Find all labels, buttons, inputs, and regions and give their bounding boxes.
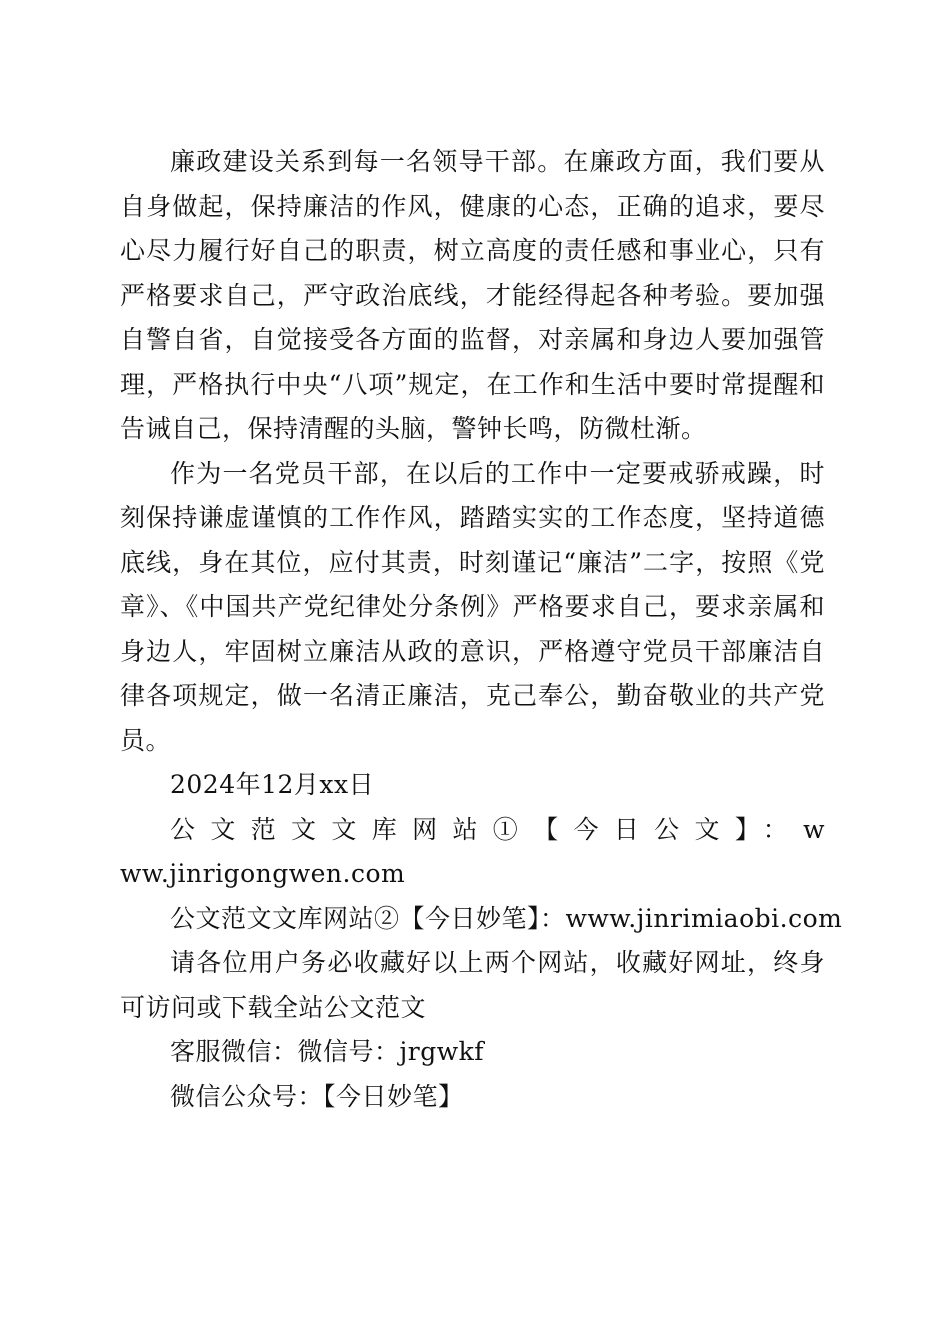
paragraph-party-member: 作为一名党员干部，在以后的工作中一定要戒骄戒躁，时刻保持谦虚谨慎的工作作风，踏踏实实的工作态度，坚持道德底线，身在其位，应付其责，时刻谨记“廉洁”二字，按照《党章》、《中国共产党纪律处分条例》严格要求自己，要求亲属和身边人，牢固树立廉洁从政的意识，严格遵守党员干部廉洁自律各项规定，做一名清正廉洁，克己奉公，勤奋敬业的共产党员。 bbox=[120, 458, 825, 755]
document-date: 2024年12月xx日 bbox=[170, 770, 375, 799]
service-wechat: 客服微信：微信号：jrgwkf bbox=[170, 1037, 485, 1066]
paragraph-integrity: 廉政建设关系到每一名领导干部。在廉政方面，我们要从自身做起，保持廉洁的作风，健康的心态，正确的追求，要尽心尽力履行好自己的职责，树立高度的责任感和事业心，只有严格要求自己，严守政治底线，才能经得起各种考验。要加强自警自省，自觉接受各方面的监督，对亲属和身边人要加强管理，严格执行中央“八项”规定，在工作和生活中要时常提醒和告诫自己，保持清醒的头脑，警钟长鸣，防微杜渐。 bbox=[120, 147, 825, 443]
document-body bbox=[120, 140, 843, 1119]
site1-url: www.jinrigongwen.com bbox=[120, 814, 825, 888]
official-account: 微信公众号：【今日妙笔】 bbox=[170, 1081, 464, 1111]
site1-label: 公文范文文库网站①【今日公文】： bbox=[170, 814, 804, 844]
site1-line bbox=[120, 808, 825, 897]
notice-line: 请各位用户务必收藏好以上两个网站，收藏好网址，终身可访问或下载全站公文范文 bbox=[120, 948, 825, 1022]
site2-line: 公文范文文库网站②【今日妙笔】：www.jinrimiaobi.com bbox=[170, 903, 843, 933]
